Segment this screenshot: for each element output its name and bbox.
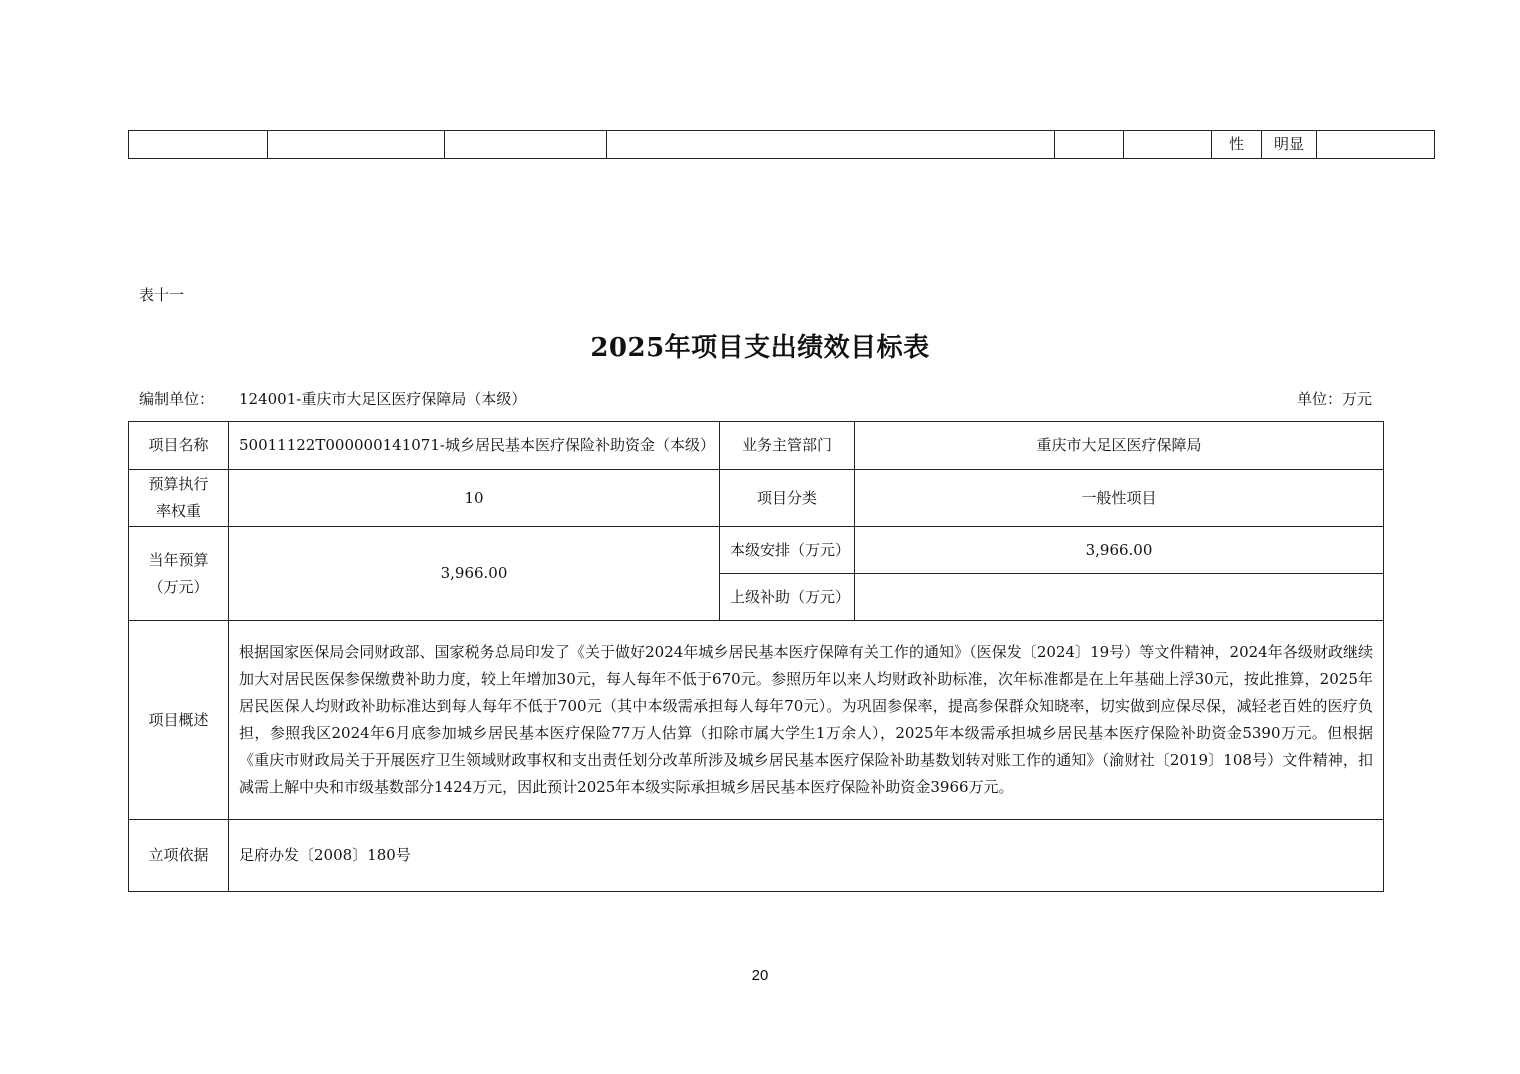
table-cell (1317, 131, 1435, 159)
table-row (129, 621, 1384, 820)
upper-subsidy-label: 上级补助（万元） (720, 574, 855, 621)
table-row (129, 470, 1384, 527)
table-number-label: 表十一 (139, 286, 185, 304)
budget-label-line2: （万元） (148, 577, 209, 596)
weight-label-line2: 率权重 (155, 502, 201, 520)
weight-value: 10 (229, 470, 720, 527)
dept-value: 重庆市大足区医疗保障局 (855, 422, 1384, 470)
unit-label: 单位：万元 (1296, 390, 1372, 408)
table-cell (1055, 131, 1124, 159)
performance-target-table (128, 421, 1384, 892)
org-value: 124001-重庆市大足区医疗保障局（本级） (239, 390, 527, 408)
budget-label-line1: 当年预算 (148, 550, 209, 569)
table-cell (129, 131, 268, 159)
page-title: 2025年项目支出绩效目标表 (590, 333, 930, 363)
weight-label-line1: 预算执行 (148, 475, 209, 493)
budget-value: 3,966.00 (229, 527, 720, 621)
table-row (129, 820, 1384, 892)
table-row (129, 131, 1435, 159)
table-row (129, 422, 1384, 470)
table-cell: 明显 (1262, 131, 1317, 159)
table-cell (445, 131, 607, 159)
table-row (129, 527, 1384, 574)
weight-label (129, 470, 229, 527)
dept-label: 业务主管部门 (720, 422, 855, 470)
category-value: 一般性项目 (855, 470, 1384, 527)
category-label: 项目分类 (720, 470, 855, 527)
budget-label (129, 527, 229, 621)
org-label: 编制单位： (139, 390, 215, 408)
own-budget-value: 3,966.00 (855, 527, 1384, 574)
basis-label: 立项依据 (129, 820, 229, 892)
upper-subsidy-value (855, 574, 1384, 621)
project-name-label: 项目名称 (129, 422, 229, 470)
table-cell: 性 (1212, 131, 1262, 159)
previous-table-fragment (128, 130, 1435, 159)
basis-value: 足府办发〔2008〕180号 (229, 820, 1384, 892)
table-cell (607, 131, 1055, 159)
overview-label: 项目概述 (129, 621, 229, 820)
project-name-value: 50011122T000000141071-城乡居民基本医疗保险补助资金（本级） (229, 422, 720, 470)
table-cell (268, 131, 445, 159)
own-budget-label: 本级安排（万元） (720, 527, 855, 574)
table-cell (1124, 131, 1212, 159)
page-number: 20 (751, 967, 769, 984)
overview-text: 根据国家医保局会同财政部、国家税务总局印发了《关于做好2024年城乡居民基本医疗保障有关工作的通知》（医保发〔2024〕19号）等文件精神，2024年各级财政继续加大对居民医保参保缴费补助力度，较上年增加30元，每人每年不低于670元。参照历年以来人均财政补助标准，次年标准都是在上年基础上浮30元，按此推算，2025年居民医保人均财政补助标准达到每人每年不低于700元（其中本级需承担每人每年70元）。为巩固参保率，提高参保群众知晓率，切实做到应保尽保，减轻老百姓的医疗负担，参照我区2024年6月底参加城乡居民基本医疗保险77万人估算（扣除市属大学生1万余人），2025年本级需承担城乡居民基本医疗保险补助资金5390万元。但根据《重庆市财政局关于开展医疗卫生领域财政事权和支出责任划分改革所涉及城乡居民基本医疗保险补助基数划转对账工作的通知》（渝财社〔2019〕108号）文件精神，扣减需上解中央和市级基数部分1424万元，因此预计2025年本级实际承担城乡居民基本医疗保险补助资金3966万元。 (229, 621, 1384, 820)
